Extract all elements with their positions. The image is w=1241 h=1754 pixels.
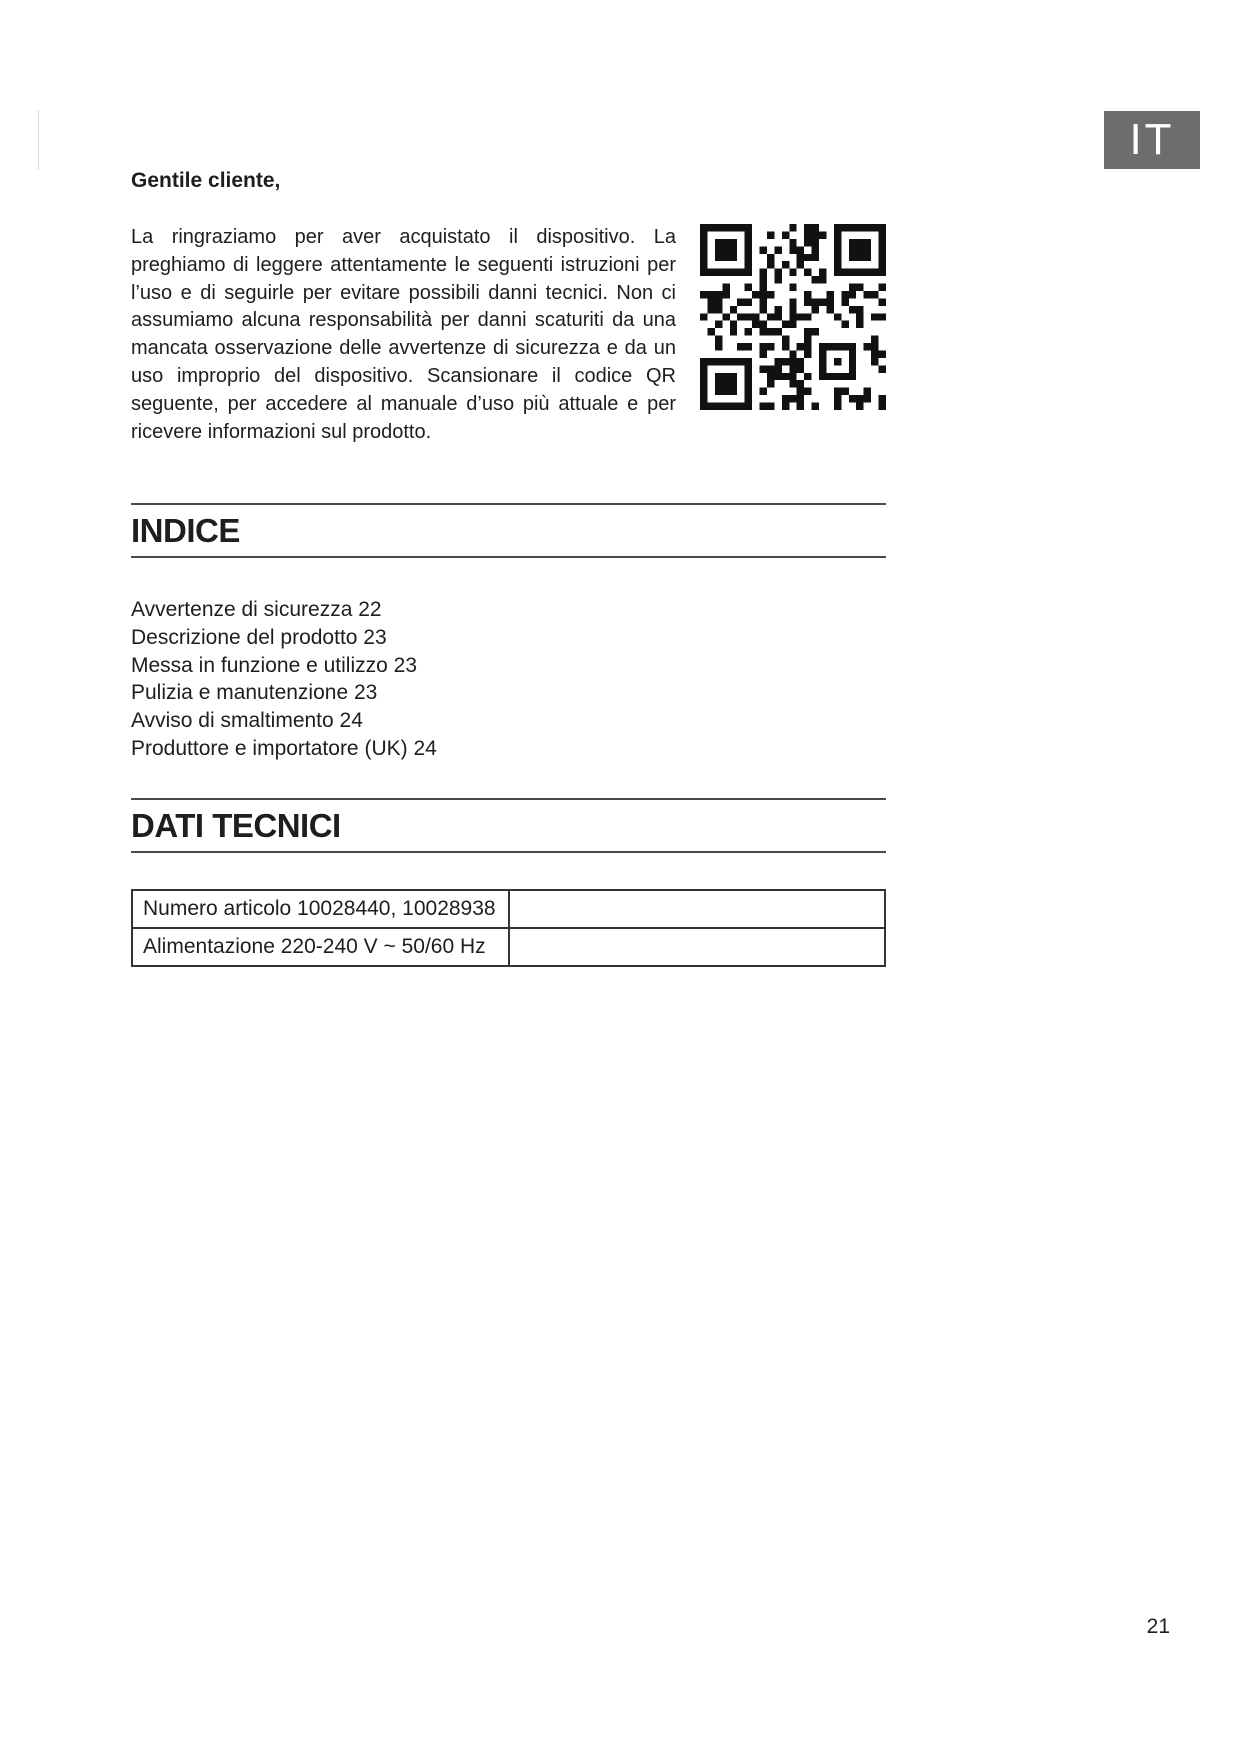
index-title: INDICE — [131, 512, 240, 549]
qr-code-icon[interactable] — [700, 224, 886, 410]
index-item[interactable]: Pulizia e manutenzione 23 — [131, 681, 378, 705]
index-item[interactable]: Avviso di smaltimento 24 — [131, 709, 363, 733]
table-cell — [509, 890, 885, 928]
table-cell: Numero articolo 10028440, 10028938 — [132, 890, 509, 928]
table-row — [132, 890, 885, 928]
specs-rule-bottom — [131, 851, 886, 853]
index-item[interactable]: Descrizione del prodotto 23 — [131, 625, 387, 649]
language-tab: IT — [1104, 111, 1200, 169]
margin-line — [38, 110, 39, 170]
specs-title: DATI TECNICI — [131, 807, 341, 844]
index-item[interactable]: Messa in funzione e utilizzo 23 — [131, 653, 417, 677]
index-item[interactable]: Produttore e importatore (UK) 24 — [131, 736, 437, 760]
page-number: 21 — [1146, 1615, 1170, 1638]
specs-table — [131, 889, 886, 967]
intro-paragraph: La ringraziamo per aver acquistato il dispositivo. La preghiamo di leggere attentamente le seguenti istruzioni per l’uso e di seguirle per evitare possibili danni tecnici. Non ci assumiamo alcuna responsabilità per danni scaturiti da una mancata osservazione delle avvertenze di sicurezza e da un uso improprio del dispositivo. Scansionare il codice QR seguente, per accedere al manuale d’uso più attuale e per ricevere informazioni sul prodotto. — [131, 226, 676, 443]
index-rule-top — [131, 503, 886, 505]
table-cell: Alimentazione 220-240 V ~ 50/60 Hz — [132, 928, 509, 966]
index-rule-bottom — [131, 556, 886, 558]
specs-rule-top — [131, 798, 886, 800]
table-cell — [509, 928, 885, 966]
index-item[interactable]: Avvertenze di sicurezza 22 — [131, 598, 382, 621]
greeting: Gentile cliente, — [131, 169, 281, 192]
index-list — [131, 596, 437, 763]
table-row — [132, 928, 885, 966]
